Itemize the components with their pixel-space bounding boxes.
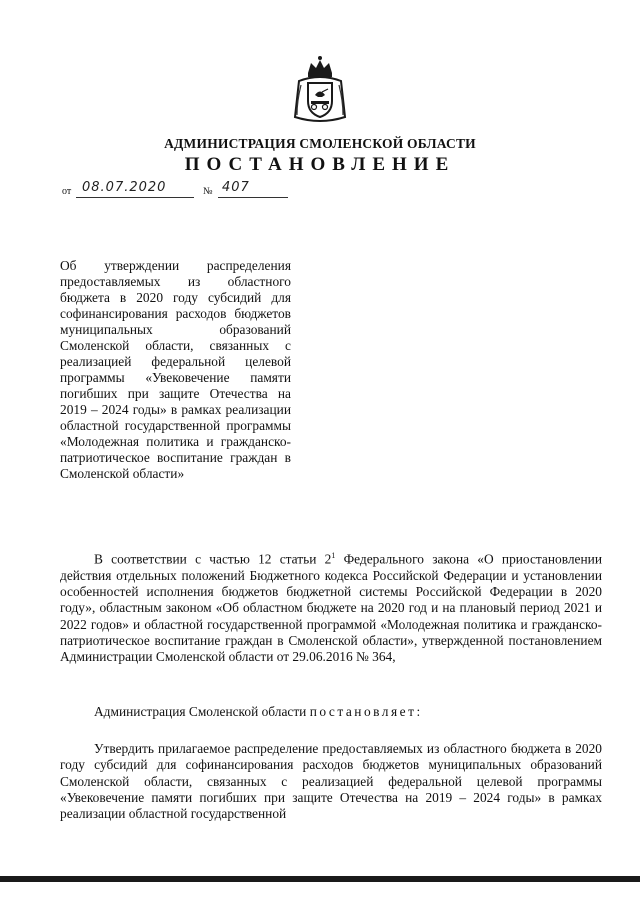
page-bottom-edge [0, 876, 640, 882]
date-prefix: от [62, 186, 72, 197]
smolensk-coat-of-arms-icon [291, 55, 349, 125]
body-paragraph-resolves [60, 704, 602, 720]
document-subject: Об утверждении распределения предоставляемых из областного бюджета в 2020 году субсидий для софинансирования расходов бюджетов муниципальных образований Смоленской области, связанных с реализацией федеральной целевой программы «Увековечение памяти погибших при защите Отечества на 2019 – 2024 годы» в рамках реализации областной государственной программы «Молодежная политика и гражданско-патриотическое воспитание граждан в Смоленской области» [60, 258, 291, 481]
resolves-word: постановляет: [309, 704, 423, 719]
paragraph-2-start: Администрация Смоленской области [94, 704, 310, 719]
number-prefix: № [203, 186, 213, 197]
paragraph-1-rest: Федерального закона «О приостановлении действия отдельных положений Бюджетного кодекса Российской Федерации и установлении особенностей исполнения бюджетов бюджетной системы Российской Федерации в 2020 году», областным законом «Об областном бюджете на 2020 год и на плановый период 2021 и 2022 годов» и областной государственной программой «Молодежная политика и гражданско-патриотическое воспитание граждан в Смоленской области», утвержденной постановлением Администрации Смоленской области от 29.06.2016 № 364, [60, 551, 602, 665]
date-number-line [62, 180, 302, 200]
article-superscript: 1 [331, 551, 336, 560]
document-type-title: ПОСТАНОВЛЕНИЕ [184, 154, 456, 175]
paragraph-1-start: В соответствии с частью 12 статьи 2 [94, 551, 332, 567]
handwritten-number: 407 [222, 180, 250, 195]
body-paragraph-basis [60, 548, 602, 666]
date-underline [76, 197, 194, 198]
handwritten-date: 08.07.2020 [82, 180, 167, 195]
number-underline [218, 197, 288, 198]
body-paragraph-approve: Утвердить прилагаемое распределение предоставляемых из областного бюджета в 2020 году субсидий для софинансирования расходов бюджетов муниципальных образований Смоленской области, связанных с реализацией федеральной целевой программы «Увековечение памяти погибших при защите Отечества на 2019 – 2024 годы» в рамках реализации областной государственной [60, 741, 602, 822]
organization-name: АДМИНИСТРАЦИЯ СМОЛЕНСКОЙ ОБЛАСТИ [164, 136, 476, 151]
